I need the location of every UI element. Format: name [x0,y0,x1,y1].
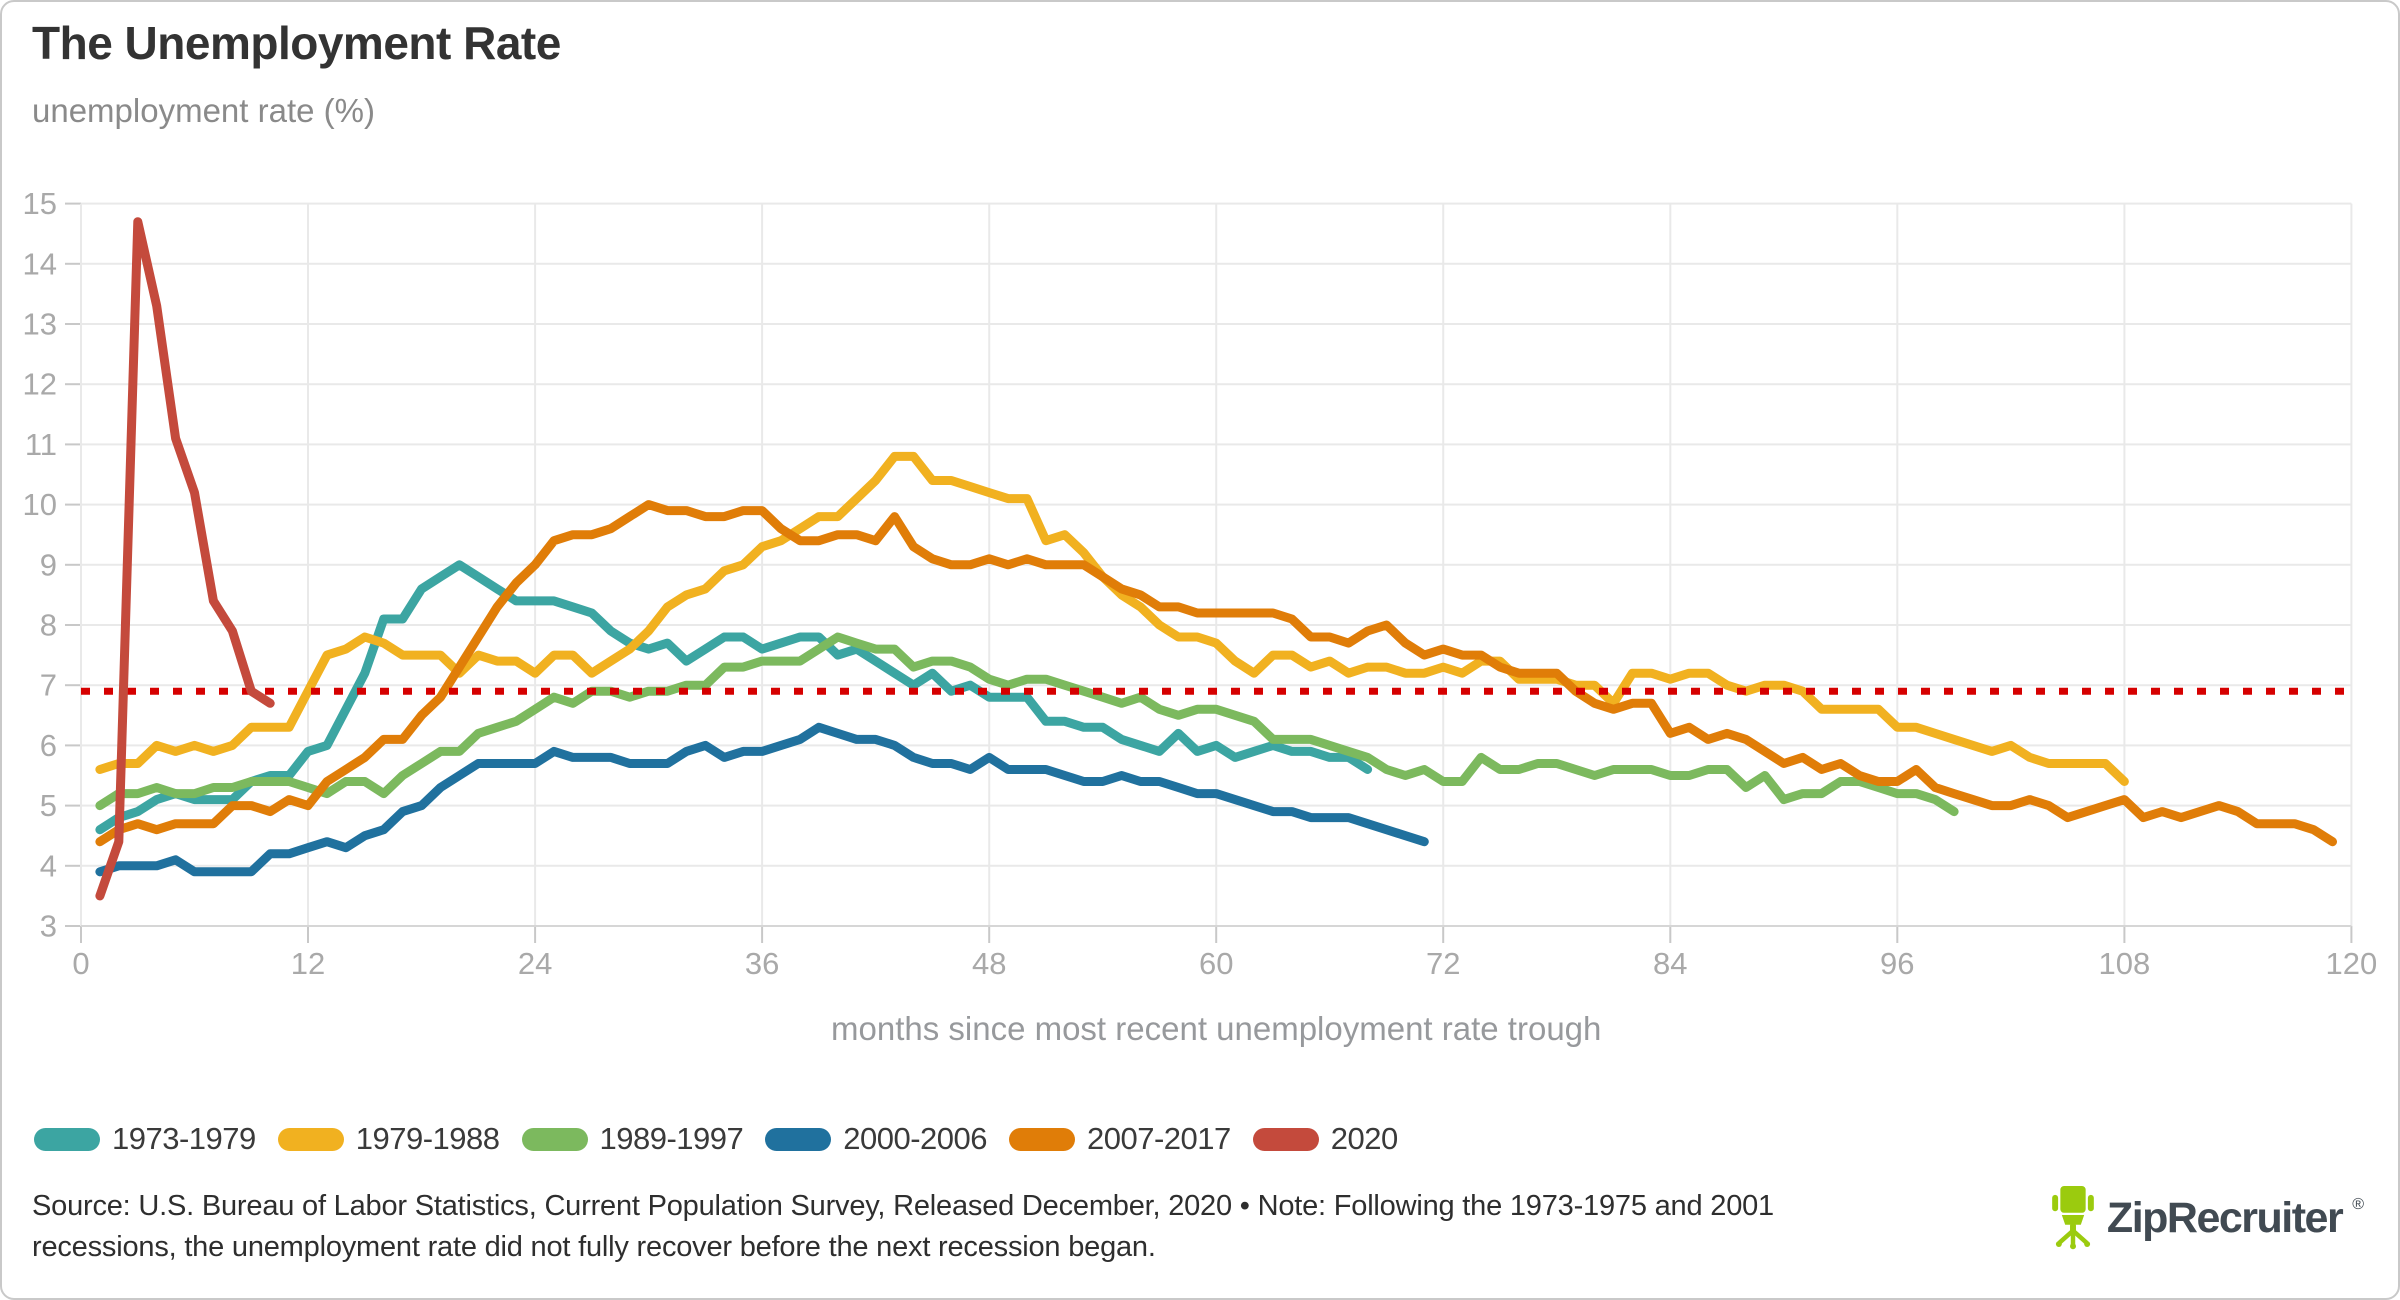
y-tick-label-14: 14 [22,246,57,282]
legend-label-1973-1979: 1973-1979 [112,1121,256,1156]
x-tick-label-84: 84 [1653,946,1688,981]
y-tick-label-9: 9 [39,547,57,583]
y-tick-label-15: 15 [22,186,57,222]
legend-swatch-2007-2017 [1009,1128,1075,1151]
x-tick-label-120: 120 [2325,946,2378,981]
legend-item-2020 [1253,1121,1398,1157]
chart-title: The Unemployment Rate [32,17,561,69]
legend-label-2007-2017: 2007-2017 [1087,1121,1231,1156]
legend-swatch-1989-1997 [522,1128,588,1151]
x-tick-label-108: 108 [2098,946,2151,981]
legend-item-1989-1997 [522,1121,744,1157]
legend-label-1979-1988: 1979-1988 [355,1121,500,1156]
x-axis-title: months since most recent unemployment rate trough [831,1010,1602,1047]
x-tick-label-48: 48 [971,946,1007,981]
ziprecruiter-logo [2049,1186,2364,1250]
x-tick-label-24: 24 [517,946,553,981]
legend-swatch-2020 [1253,1128,1319,1151]
y-tick-label-12: 12 [22,366,57,402]
ziprecruiter-chair-icon [2049,1186,2097,1250]
y-tick-label-8: 8 [39,607,57,643]
legend-item-2000-2006 [765,1121,987,1157]
legend-label-1989-1997: 1989-1997 [599,1121,744,1156]
y-tick-label-3: 3 [39,908,57,944]
source-note [32,1186,1774,1268]
y-tick-label-11: 11 [24,426,57,462]
series-line-1989-1997 [100,637,1954,812]
x-tick-label-72: 72 [1425,946,1461,981]
y-tick-label-5: 5 [39,788,57,824]
y-tick-label-6: 6 [39,727,57,763]
ziprecruiter-logo-text: ZipRecruiter [2106,1193,2343,1242]
legend-swatch-1979-1988 [278,1128,344,1151]
unemployment-line-chart [2,2,2400,1072]
x-tick-label-96: 96 [1880,946,1915,981]
x-tick-label-60: 60 [1198,946,1234,981]
source-note-line-2: recessions, the unemployment rate did not fully recover before the next recession began. [32,1231,1156,1263]
x-tick-label-12: 12 [290,946,326,981]
legend-swatch-2000-2006 [765,1128,831,1151]
x-tick-label-36: 36 [744,946,780,981]
legend-item-1979-1988 [278,1121,500,1157]
registered-trademark-icon: ® [2352,1196,2364,1213]
legend-label-2020: 2020 [1330,1121,1398,1156]
source-note-line-1: Source: U.S. Bureau of Labor Statistics, Current Population Survey, Released December, 2020 • Note: Following the 1973-1975 and 2001 [32,1190,1774,1222]
y-tick-label-10: 10 [22,487,57,523]
y-tick-label-13: 13 [22,306,57,342]
chart-legend [34,1121,1398,1157]
y-tick-label-7: 7 [39,667,57,703]
legend-item-2007-2017 [1009,1121,1231,1157]
x-tick-label-0: 0 [72,946,90,981]
legend-item-1973-1979 [34,1121,256,1157]
y-tick-label-4: 4 [39,848,57,884]
y-axis-unit-label: unemployment rate (%) [32,92,375,129]
legend-swatch-1973-1979 [34,1128,100,1151]
legend-label-2000-2006: 2000-2006 [843,1121,987,1156]
